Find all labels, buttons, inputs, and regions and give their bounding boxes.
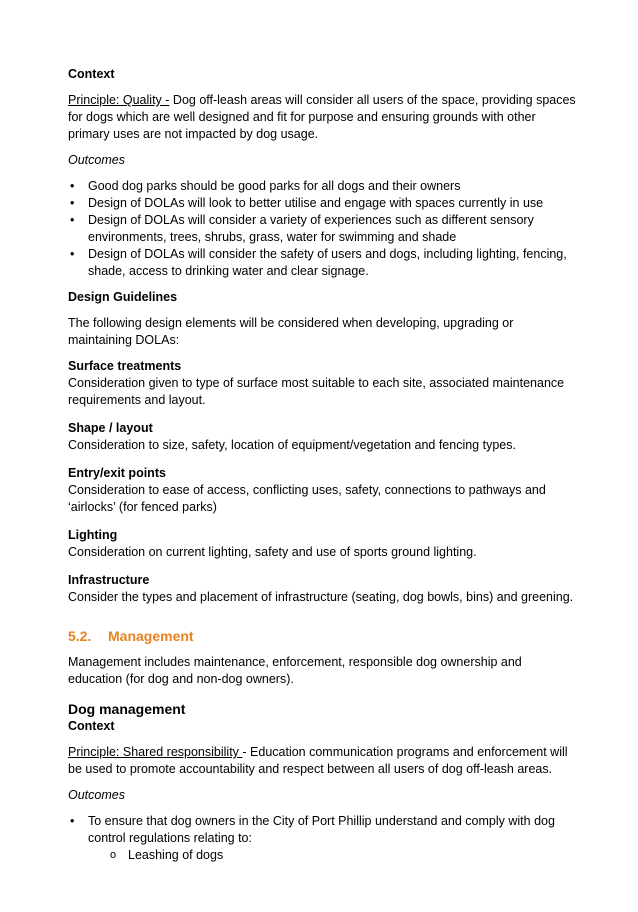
section-title: Management [108, 628, 194, 644]
design-element-infrastructure [68, 572, 578, 606]
design-element-title: Lighting [68, 528, 118, 542]
outcomes-list [68, 178, 578, 280]
section-heading [68, 628, 578, 645]
design-element-entry [68, 465, 578, 516]
design-element-title: Surface treatments [68, 359, 182, 373]
sub-list-item: o Leashing of dogs [68, 847, 578, 864]
design-element-text: Consideration to ease of access, conflicting uses, safety, connections to pathways and ‘airlocks’ (for fenced parks) [68, 483, 546, 514]
list-item: • Design of DOLAs will consider a variety of experiences such as different sensory environments, trees, shrubs, grass, water for swimming and shade [68, 212, 578, 246]
principle-text: - Education communication programs and enforcement will be used to promote accountability and respect between all users of dog off-leash areas. [68, 745, 568, 776]
management-intro: Management includes maintenance, enforcement, responsible dog ownership and education (for dog and non-dog owners). [68, 655, 522, 686]
design-element-shape [68, 420, 578, 454]
design-element-title: Shape / layout [68, 421, 153, 435]
dog-management-outcomes-list [68, 813, 578, 864]
design-element-title: Infrastructure [68, 573, 150, 587]
principle-label: Principle: Quality - [68, 93, 170, 107]
quality-principle-paragraph [68, 92, 578, 143]
design-element-text: Consideration given to type of surface most suitable to each site, associated maintenance requirements and layout. [68, 376, 565, 407]
section-number: 5.2. [68, 628, 92, 644]
principle-text: Dog off-leash areas will consider all users of the space, providing spaces for dogs which are well designed and fit for purpose and ensuring grounds with other primary uses are not impacted by dog usage. [68, 93, 576, 141]
outcomes-heading: Outcomes [68, 788, 125, 802]
dog-management-context-heading: Context [68, 719, 115, 733]
design-element-text: Consider the types and placement of infrastructure (seating, dog bowls, bins) and greening. [68, 590, 574, 604]
context-heading: Context [68, 67, 115, 81]
outcomes-heading: Outcomes [68, 153, 125, 167]
design-guidelines-heading: Design Guidelines [68, 290, 178, 304]
dog-management-heading: Dog management [68, 701, 186, 717]
list-item: • Good dog parks should be good parks for all dogs and their owners [68, 178, 578, 195]
list-item-text: To ensure that dog owners in the City of Port Phillip understand and comply with dog control regulations relating to: [88, 814, 555, 845]
design-element-surface [68, 358, 578, 409]
sub-list [68, 847, 578, 864]
principle-label: Principle: Shared responsibility [68, 745, 243, 759]
design-element-title: Entry/exit points [68, 466, 166, 480]
design-intro: The following design elements will be considered when developing, upgrading or maintaining DOLAs: [68, 316, 514, 347]
design-element-lighting [68, 527, 578, 561]
design-element-text: Consideration to size, safety, location of equipment/vegetation and fencing types. [68, 438, 516, 452]
list-item [68, 813, 578, 864]
design-element-text: Consideration on current lighting, safety and use of sports ground lighting. [68, 545, 477, 559]
list-item: • Design of DOLAs will look to better utilise and engage with spaces currently in use [68, 195, 578, 212]
shared-responsibility-paragraph [68, 744, 578, 778]
list-item: • Design of DOLAs will consider the safety of users and dogs, including lighting, fencing, shade, access to drinking water and clear signage. [68, 246, 578, 280]
document-content [68, 66, 578, 864]
